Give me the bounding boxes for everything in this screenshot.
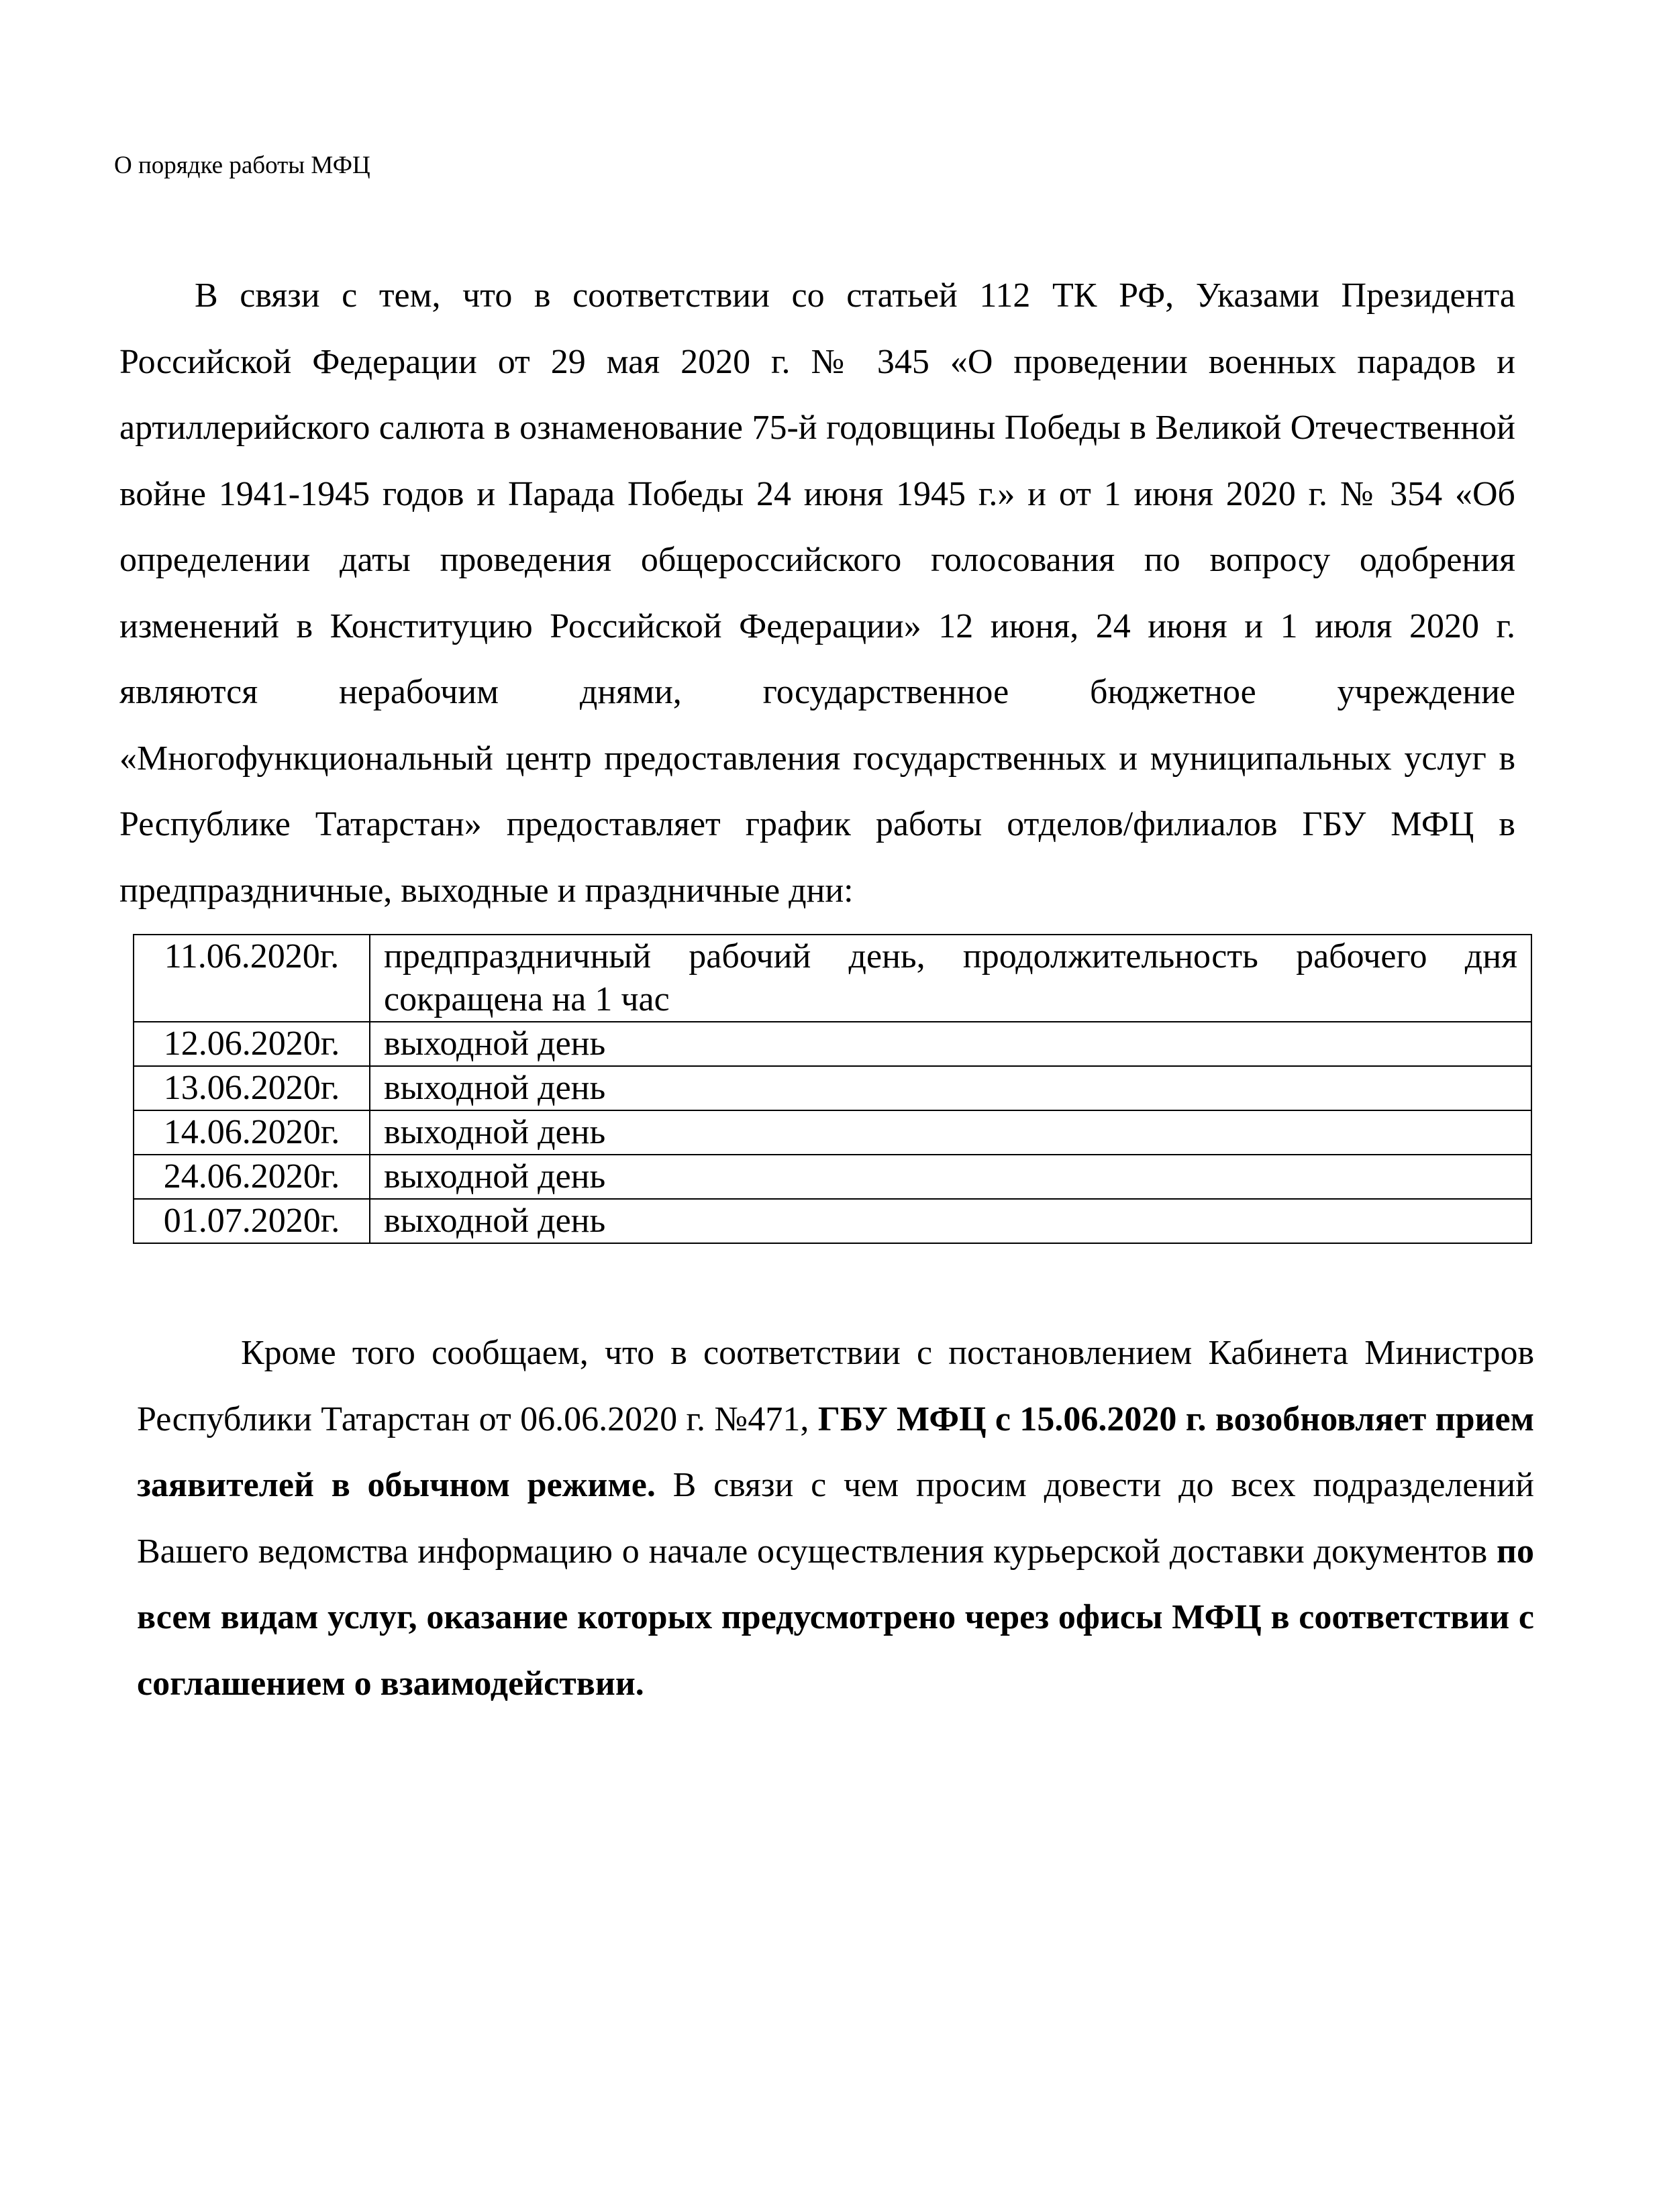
schedule-description: выходной день bbox=[370, 1110, 1531, 1155]
table-row bbox=[134, 1199, 1531, 1243]
resumption-highlight: ГБУ МФЦ с 15.06.2020 г. возобновляет прием заявителей в обычном режиме. bbox=[137, 1400, 1535, 1504]
schedule-description: выходной день bbox=[370, 1155, 1531, 1199]
resumption-text-part-1: Кроме того сообщаем, что в соответствии с постановлением Кабинета Министров Республики Татарстан от 06.06.2020 г. №471, bbox=[137, 1334, 1534, 1438]
schedule-description: предпраздничный рабочий день, продолжительность рабочего дня сокращена на 1 час bbox=[370, 935, 1531, 1022]
schedule-date: 11.06.2020г. bbox=[134, 935, 370, 1022]
schedule-description: выходной день bbox=[370, 1199, 1531, 1243]
schedule-date: 01.07.2020г. bbox=[134, 1199, 370, 1243]
table-row bbox=[134, 1155, 1531, 1199]
table-row bbox=[134, 935, 1531, 1022]
table-row bbox=[134, 1110, 1531, 1155]
schedule-description: выходной день bbox=[370, 1022, 1531, 1066]
resumption-paragraph bbox=[137, 1320, 1534, 1717]
courier-delivery-highlight: по всем видам услуг, оказание которых предусмотрено через офисы МФЦ в соответствии с соглашением о взаимодействии. bbox=[137, 1532, 1534, 1703]
schedule-date: 12.06.2020г. bbox=[134, 1022, 370, 1066]
table-row bbox=[134, 1066, 1531, 1110]
schedule-date: 14.06.2020г. bbox=[134, 1110, 370, 1155]
intro-paragraph: В связи с тем, что в соответствии со статьей 112 ТК РФ, Указами Президента Российской Федерации от 29 мая 2020 г. № 345 «О проведении военных парадов и артиллерийского салюта в ознаменование 75-й годовщины Победы в Великой Отечественной войне 1941-1945 годов и Парада Победы 24 июня 1945 г.» и от 1 июня 2020 г. № 354 «Об определении даты проведения общероссийского голосования по вопросу одобрения изменений в Конституцию Российской Федерации» 12 июня, 24 июня и 1 июля 2020 г. являются нерабочим днями, государственное бюджетное учреждение «Многофункциональный центр предоставления государственных и муниципальных услуг в Республике Татарстан» предоставляет график работы отделов/филиалов ГБУ МФЦ в предпраздничные, выходные и праздничные дни: bbox=[119, 276, 1515, 910]
holiday-schedule-table bbox=[133, 934, 1532, 1244]
resumption-text-part-3: В связи с чем просим довести до всех подразделений Вашего ведомства информацию о начале осуществления курьерской доставки документов bbox=[137, 1466, 1534, 1571]
table-row bbox=[134, 1022, 1531, 1066]
schedule-description: выходной день bbox=[370, 1066, 1531, 1110]
schedule-date: 24.06.2020г. bbox=[134, 1155, 370, 1199]
document-subject: О порядке работы МФЦ bbox=[114, 152, 370, 179]
schedule-date: 13.06.2020г. bbox=[134, 1066, 370, 1110]
